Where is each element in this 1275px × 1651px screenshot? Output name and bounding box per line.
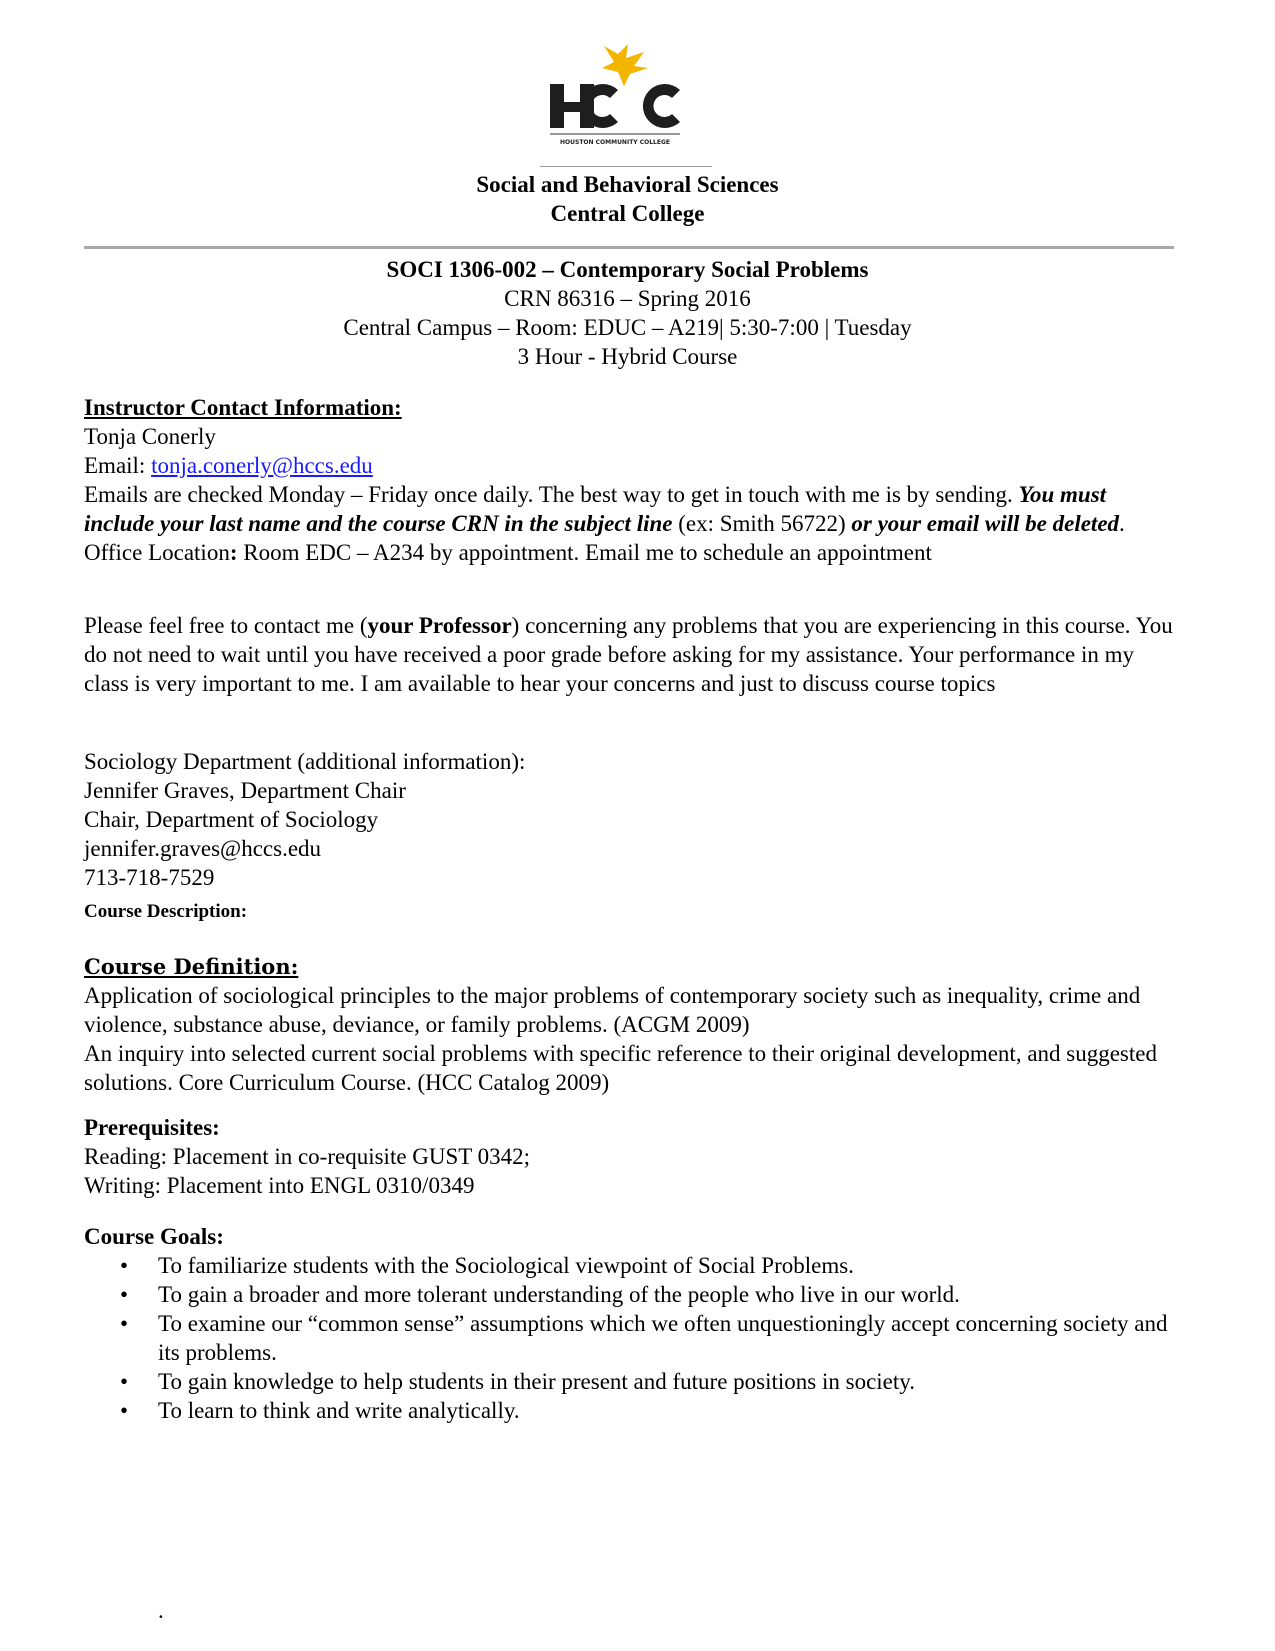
email-policy-text: Emails are checked Monday – Friday once daily. The best way to get in touch with me is by sending. [84, 482, 1019, 507]
goal-item: • To gain knowledge to help students in their present and future positions in society. [84, 1367, 1174, 1396]
contact-paragraph [84, 611, 1174, 698]
office-location [84, 538, 1174, 567]
goal-item: • To examine our “common sense” assumptions which we often unquestioningly accept concerning society and its problems. [84, 1309, 1174, 1367]
office-label: Office Location [84, 540, 230, 565]
instructor-heading: Instructor Contact Information: [84, 395, 402, 420]
instructor-section [84, 393, 1174, 567]
college-name: Central College [550, 201, 705, 226]
department-info-heading: Sociology Department (additional information): [84, 749, 526, 774]
course-goals-section [84, 1222, 1174, 1425]
course-crn: CRN 86316 – Spring 2016 [504, 286, 751, 311]
goal-item: • To gain a broader and more tolerant understanding of the people who live in our world. [84, 1280, 1174, 1309]
department-chair-title: Chair, Department of Sociology [84, 807, 379, 832]
header-divider [84, 246, 1174, 249]
contact-text-bold: your Professor [367, 613, 512, 638]
goal-item: • To learn to think and write analytically. [84, 1396, 1174, 1425]
email-label: Email: [84, 453, 152, 478]
logo-divider [540, 166, 712, 167]
instructor-email-link[interactable]: tonja.conerly@hccs.edu [151, 453, 373, 478]
prerequisites-heading: Prerequisites: [84, 1115, 220, 1140]
department-info [84, 747, 1174, 892]
prerequisites-section [84, 1113, 1174, 1200]
hcc-logo [548, 40, 708, 156]
prerequisite-writing: Writing: Placement into ENGL 0310/0349 [84, 1173, 475, 1198]
email-policy-emphasis: You must include your last name and the course CRN in the subject line [84, 482, 1107, 536]
prerequisite-reading: Reading: Placement in co-requisite GUST 0342; [84, 1144, 531, 1169]
course-definition-para1: Application of sociological principles to the major problems of contemporary society such as inequality, crime and violence, substance abuse, deviance, or family problems. (ACGM 2009) [84, 983, 1141, 1037]
course-info [0, 255, 1255, 371]
department-header [0, 170, 1255, 228]
course-goals-heading: Course Goals: [84, 1224, 224, 1249]
department-name: Social and Behavioral Sciences [476, 172, 779, 197]
trailing-dot: . [158, 1598, 164, 1623]
contact-text-pre: Please feel free to contact me ( [84, 613, 368, 638]
course-definition-section [84, 952, 1174, 1097]
instructor-name: Tonja Conerly [84, 424, 216, 449]
department-chair-email: jennifer.graves@hccs.edu [84, 836, 322, 861]
department-chair-name: Jennifer Graves, Department Chair [84, 778, 406, 803]
logo-subtitle: HOUSTON COMMUNITY COLLEGE [560, 139, 670, 146]
course-description-heading: Course Description: [84, 901, 248, 922]
office-value: Room EDC – A234 by appointment. Email me to schedule an appointment [237, 540, 932, 565]
email-policy [84, 480, 1174, 538]
email-policy-example: (ex: Smith 56722) [672, 511, 852, 536]
bird-icon [602, 44, 648, 86]
course-definition-heading: Course Definition: [84, 954, 299, 979]
office-colon: : [229, 540, 238, 565]
hcc-logo-graphic [548, 40, 708, 156]
goal-item: • To familiarize students with the Sociological viewpoint of Social Problems. [84, 1251, 1174, 1280]
course-definition-para2: An inquiry into selected current social problems with specific reference to their original development, and suggested solutions. Core Curriculum Course. (HCC Catalog 2009) [84, 1041, 1157, 1095]
course-title: SOCI 1306-002 – Contemporary Social Problems [386, 257, 869, 282]
course-goals-list [84, 1251, 1174, 1425]
course-location: Central Campus – Room: EDUC – A219| 5:30-7:00 | Tuesday [343, 315, 912, 340]
email-policy-end: . [1119, 511, 1125, 536]
course-format: 3 Hour - Hybrid Course [517, 344, 738, 369]
contact-text-post: ) concerning any problems that you are experiencing in this course. You do not need to wait until you have received a poor grade before asking for my assistance. Your performance in my class is very important to me. I am available to hear your concerns and just to discuss course topics [84, 613, 1173, 696]
instructor-email-line [84, 451, 1174, 480]
email-policy-warning: or your email will be deleted [851, 511, 1120, 536]
department-chair-phone: 713-718-7529 [84, 865, 215, 890]
